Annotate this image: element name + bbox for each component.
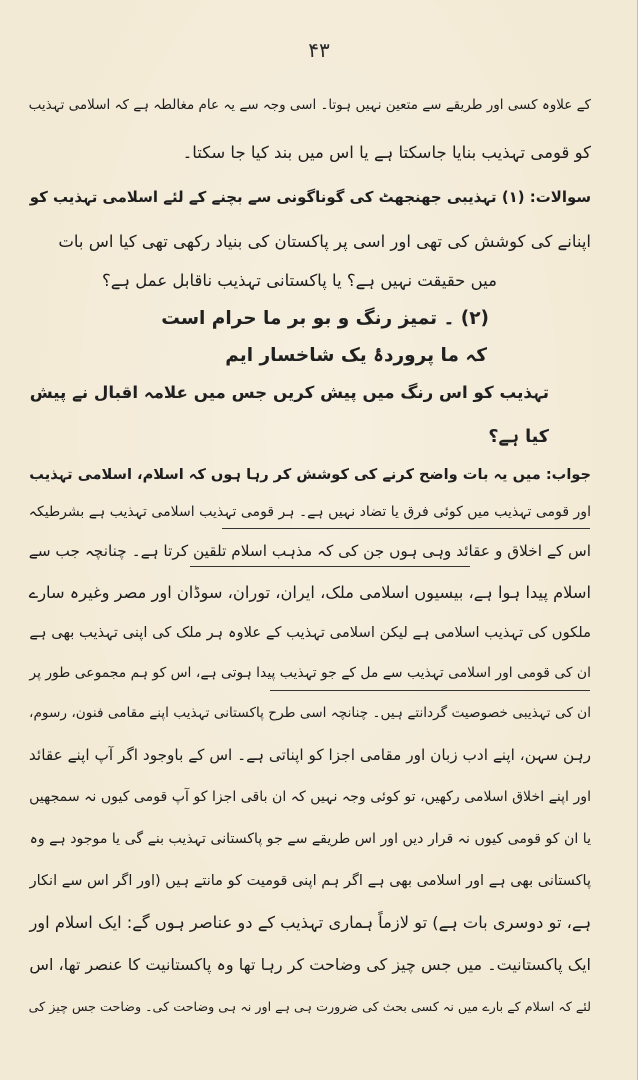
- text-line: اور اپنے اخلاق اسلامی رکھیں، تو کوئی وجہ نہیں کہ ان باقی اجزا کو آپ قومی کیوں نہ سمجھیں: [29, 789, 591, 805]
- text-line: اپنانے کی کوشش کی تھی اور اسی پر پاکستان کی بنیاد رکھی تھی کیا اس بات: [58, 232, 591, 251]
- text-line: اسلام پیدا ہوا ہے، بیسیوں اسلامی ملک، ایران، توران، سوڈان اور مصر وغیرہ سارے: [28, 583, 591, 602]
- text-line: پاکستانی بھی ہے اور اسلامی بھی ہے اگر ہم اپنی قومیت کو مانتے ہیں (اور اگر اس سے انکار: [29, 873, 591, 889]
- answer-heading-line: جواب: میں یہ بات واضح کرنے کی کوشش کر رہا ہوں کہ اسلام، اسلامی تہذیب: [29, 466, 591, 483]
- text-line: کیا ہے؟: [488, 427, 549, 447]
- text-line: لئے کہ اسلام کے بارے میں نہ کسی بحث کی ضرورت ہی ہے اور نہ ہی وضاحت کی۔ وضاحت جس چیز کی: [28, 999, 591, 1014]
- underline-mark: [222, 528, 590, 529]
- text-line: ہے، تو دوسری بات ہے) تو لازماً ہماری تہذیب کے دو عناصر ہوں گے: ایک اسلام اور: [29, 913, 591, 932]
- text-line: یا ان کو قومی کیوں نہ قرار دیں اور اس طریقے سے جو پاکستانی تہذیب بنے گی یا موجود ہے وہ: [29, 831, 591, 847]
- text-line: ان کی قومی اور اسلامی تہذیب سے مل کے جو تہذیب پیدا ہوتی ہے، اس کو ہم مجموعی طور پر: [29, 665, 591, 681]
- underline-mark: [270, 690, 590, 691]
- text-line: رہن سہن، اپنے ادب زبان اور مقامی اجزا کو اپناتی ہے۔ اس کے باوجود اگر آپ اپنے عقائد: [28, 746, 591, 764]
- text-line: کو قومی تہذیب بنایا جاسکتا ہے یا اس میں بند کیا جا سکتا۔: [182, 143, 591, 162]
- text-line: ملکوں کی تہذیب اسلامی ہے لیکن اسلامی تہذیب کے علاوہ ہر ملک کی اپنی تہذیب بھی ہے: [29, 624, 591, 641]
- underline-mark: [190, 566, 470, 567]
- poem-verse-line: (۲) ۔ تمیز رنگ و بو بر ما حرام است: [161, 308, 489, 329]
- poem-verse-line: کہ ما پروردۂ یک شاخسار ایم: [225, 345, 487, 366]
- text-line: اور قومی تہذیب میں کوئی فرق یا تضاد نہیں ہے۔ ہر قومی تہذیب اسلامی تہذیب ہے بشرطیکہ: [28, 504, 591, 520]
- text-line: کے علاوہ کسی اور طریقے سے متعین نہیں ہوتا۔ اسی وجہ سے یہ عام مغالطہ ہے کہ اسلامی تہذیب: [28, 97, 591, 113]
- text-line: میں حقیقت نہیں ہے؟ یا پاکستانی تہذیب ناقابل عمل ہے؟: [101, 271, 497, 290]
- text-line: تہذیب کو اس رنگ میں پیش کریں جس میں علامہ اقبال نے پیش: [29, 383, 549, 402]
- text-line: ایک پاکستانیت۔ میں جس چیز کی وضاحت کر رہا تھا وہ پاکستانیت کا عنصر تھا، اس: [29, 955, 591, 974]
- text-line: اس کے اخلاق و عقائد وہی ہوں جن کی کہ مذہب اسلام تلقین کرتا ہے۔ چنانچہ جب سے: [28, 542, 591, 560]
- question-heading-line: سوالات: (۱) تہذیبی جھنجھٹ کی گوناگونی سے بچنے کے لئے اسلامی تہذیب کو: [29, 188, 591, 206]
- page-number: ۴۳: [308, 38, 330, 62]
- text-line: ان کی تہذیبی خصوصیت گردانتے ہیں۔ چنانچہ اسی طرح پاکستانی تہذیب اپنے مقامی فنون، رسوم،: [29, 705, 591, 721]
